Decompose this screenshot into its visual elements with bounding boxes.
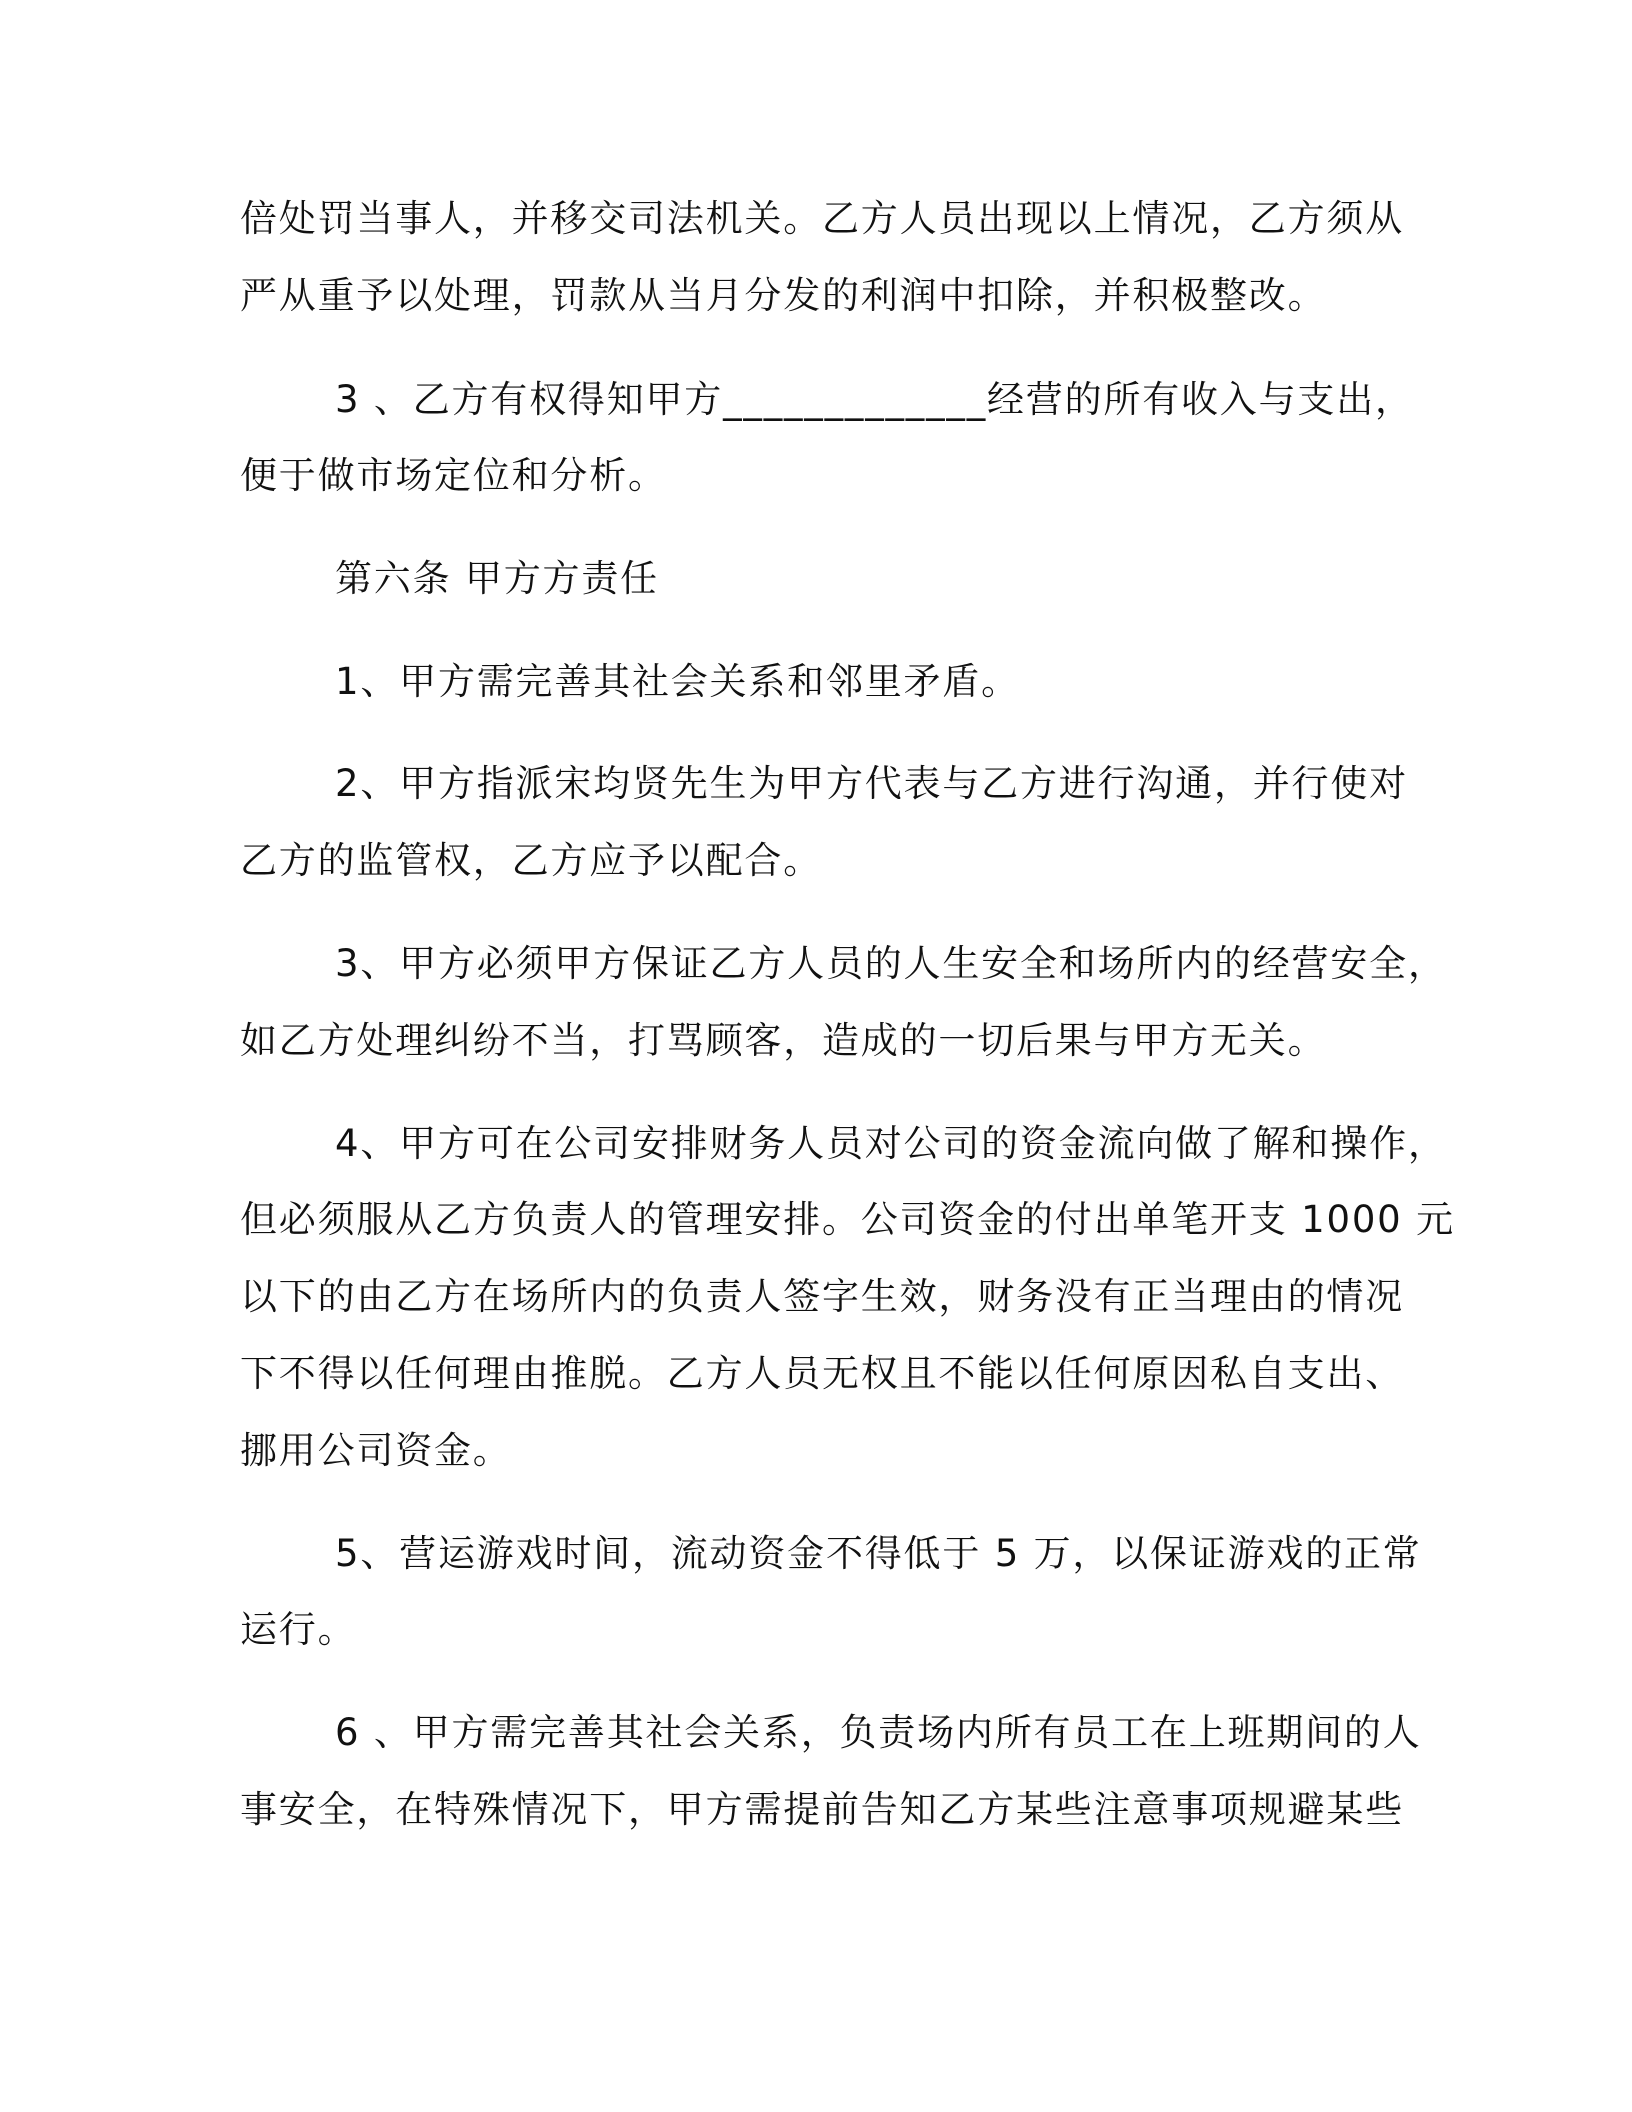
text-line-10: 如乙方处理纠纷不当，打骂顾客，造成的一切后果与甲方无关。	[240, 1019, 1327, 1062]
text-line-11: 4、甲方可在公司安排财务人员对公司的资金流向做了解和操作，	[335, 1122, 1447, 1165]
text-line-6: 1、甲方需完善其社会关系和邻里矛盾。	[335, 660, 1020, 703]
text-line-9: 3、甲方必须甲方保证乙方人员的人生安全和场所内的经营安全，	[335, 942, 1447, 985]
text-line-17: 运行。	[240, 1608, 357, 1651]
text-line-16: 5、营运游戏时间，流动资金不得低于 5 万，以保证游戏的正常	[335, 1532, 1422, 1575]
text-line-12: 但必须服从乙方负责人的管理安排。公司资金的付出单笔开支 1000 元	[240, 1198, 1455, 1241]
text-line-13: 以下的由乙方在场所内的负责人签字生效，财务没有正当理由的情况	[240, 1275, 1404, 1318]
text-line-15: 挪用公司资金。	[240, 1429, 512, 1472]
text-line-7: 2、甲方指派宋均贤先生为甲方代表与乙方进行沟通，并行使对	[335, 762, 1408, 805]
text-line-18: 6 、甲方需完善其社会关系，负责场内所有员工在上班期间的人	[335, 1711, 1422, 1754]
text-line-8: 乙方的监管权，乙方应予以配合。	[240, 839, 822, 882]
text-line-1: 倍处罚当事人，并移交司法机关。乙方人员出现以上情况，乙方须从	[240, 197, 1404, 240]
section-heading: 第六条 甲方方责任	[335, 557, 659, 600]
text-line-2: 严从重予以处理，罚款从当月分发的利润中扣除，并积极整改。	[240, 274, 1327, 317]
text-line-3: 3 、乙方有权得知甲方_____________经营的所有收入与支出，	[335, 378, 1414, 421]
text-line-14: 下不得以任何理由推脱。乙方人员无权且不能以任何原因私自支出、	[240, 1352, 1404, 1395]
text-line-19: 事安全，在特殊情况下，甲方需提前告知乙方某些注意事项规避某些	[240, 1788, 1404, 1831]
text-line-4: 便于做市场定位和分析。	[240, 454, 667, 497]
